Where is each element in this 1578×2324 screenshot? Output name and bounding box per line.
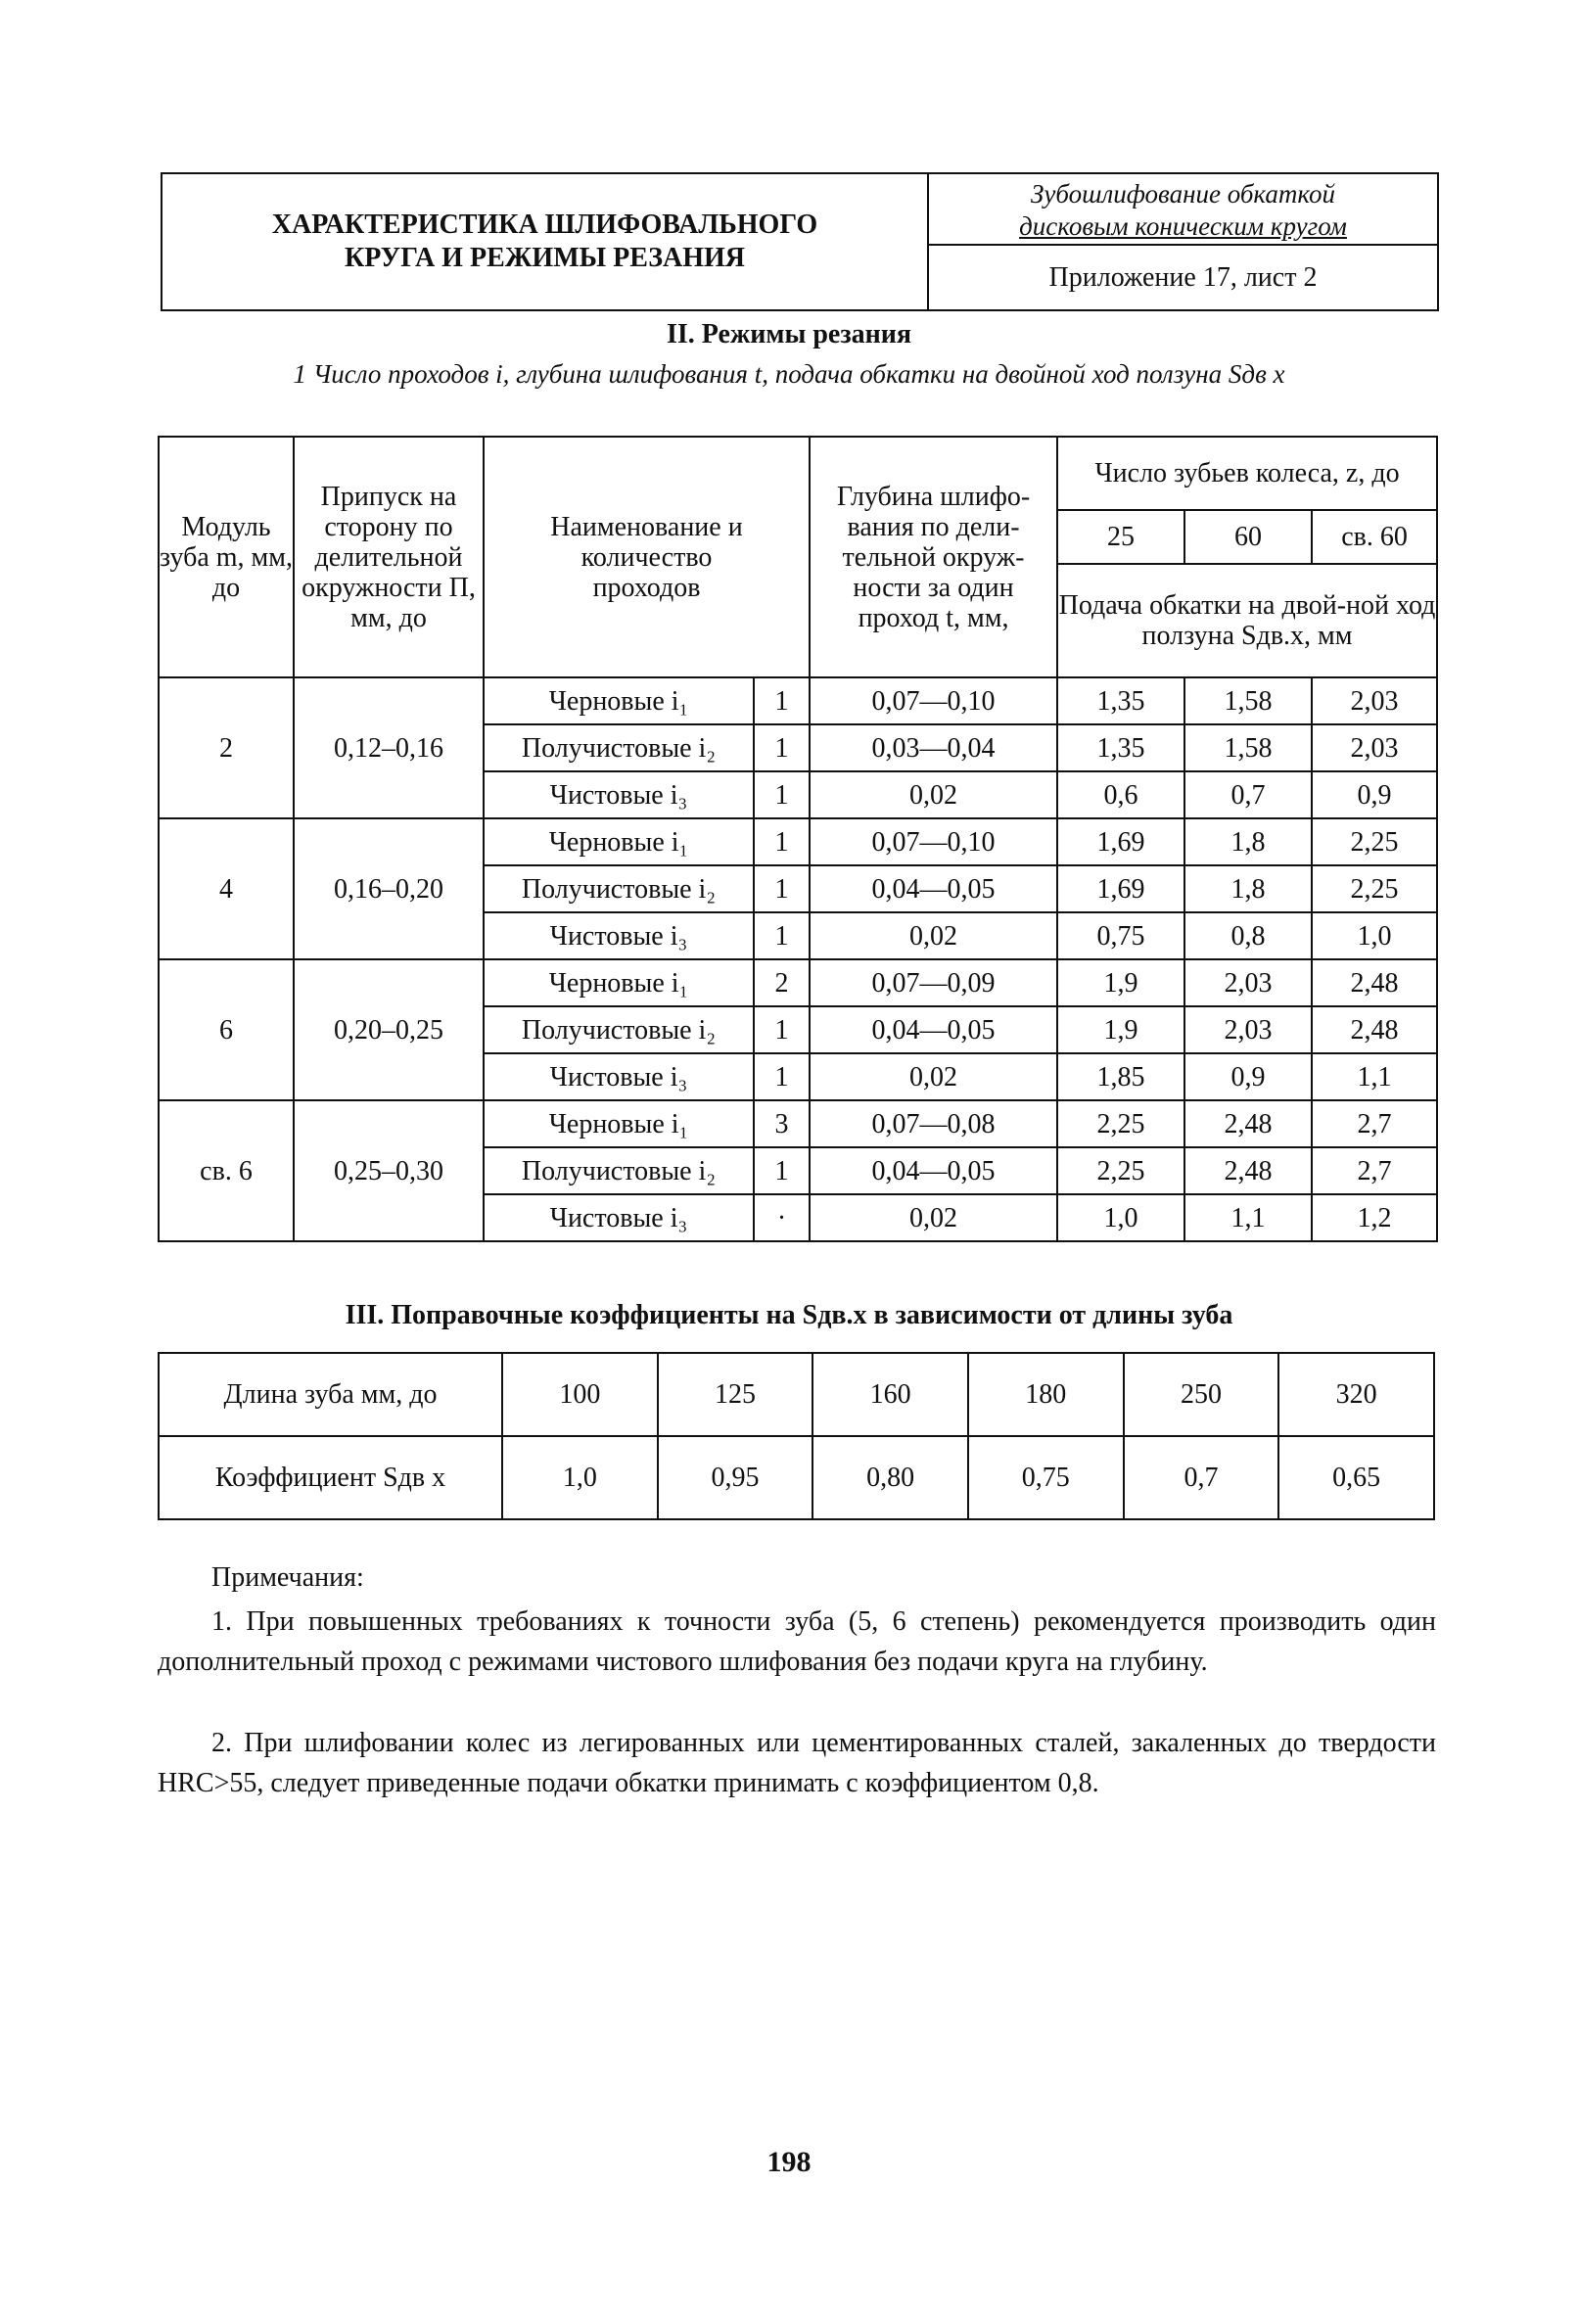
table-row <box>159 818 1437 865</box>
allowance-cell: 0,20–0,25 <box>294 959 484 1100</box>
note-1: 1. При повышенных требованиях к точности зуба (5, 6 степень) рекомендуется производить один дополнительный проход с режимами чистового шлифования без подачи круга на глубину. <box>158 1606 1436 1677</box>
header-depth: Глубина шлифо-вания по дели-тельной окруж-ности за один проход t, мм, <box>810 437 1057 677</box>
feed-z25-cell: 2,25 <box>1057 1100 1184 1147</box>
module-cell: 6 <box>159 959 294 1100</box>
pass-count-cell: 3 <box>754 1100 810 1147</box>
pass-name-cell: Чистовые i₃ <box>484 912 754 959</box>
title-block <box>161 172 1439 311</box>
depth-cell: 0,03—0,04 <box>810 724 1057 771</box>
notes-title: Примечания: <box>211 1562 364 1593</box>
subject-line: Зубошлифование обкаткой <box>1031 179 1335 209</box>
feed-z25-cell: 1,85 <box>1057 1053 1184 1100</box>
cutting-modes-table <box>158 436 1438 1242</box>
pass-count-cell: 1 <box>754 865 810 912</box>
pass-name-cell: Получистовые i₂ <box>484 865 754 912</box>
coefficient-cell: 0,7 <box>1124 1436 1279 1519</box>
module-cell: 2 <box>159 677 294 818</box>
title-line: ХАРАКТЕРИСТИКА ШЛИФОВАЛЬНОГО <box>271 209 818 240</box>
table-row <box>159 677 1437 724</box>
page-number: 198 <box>766 2146 812 2178</box>
pass-name-cell: Чистовые i₃ <box>484 771 754 818</box>
feed-z60-cell: 1,8 <box>1184 865 1312 912</box>
correction-coefficients-table <box>158 1352 1435 1520</box>
feed-z60-cell: 1,8 <box>1184 818 1312 865</box>
pass-count-cell: 1 <box>754 912 810 959</box>
appendix-label: Приложение 17, лист 2 <box>1048 261 1318 293</box>
feed-over60-cell: 1,0 <box>1312 912 1437 959</box>
table-row <box>159 959 1437 1006</box>
feed-over60-cell: 2,7 <box>1312 1147 1437 1194</box>
feed-z25-cell: 1,35 <box>1057 724 1184 771</box>
pass-name-cell: Черновые i₁ <box>484 959 754 1006</box>
pass-count-cell: 1 <box>754 1147 810 1194</box>
subject-line: дисковым коническим кругом <box>1019 211 1347 241</box>
feed-z60-cell: 0,7 <box>1184 771 1312 818</box>
row-label-length: Длина зуба мм, до <box>159 1353 502 1436</box>
length-cell: 250 <box>1124 1353 1279 1436</box>
feed-over60-cell: 1,2 <box>1312 1194 1437 1241</box>
subject <box>929 174 1437 246</box>
depth-cell: 0,02 <box>810 771 1057 818</box>
row-label-coefficient: Коэффициент Sдв х <box>159 1436 502 1519</box>
depth-cell: 0,07—0,09 <box>810 959 1057 1006</box>
feed-z25-cell: 1,9 <box>1057 1006 1184 1053</box>
depth-cell: 0,02 <box>810 1053 1057 1100</box>
coefficient-cell: 0,80 <box>812 1436 968 1519</box>
feed-over60-cell: 2,03 <box>1312 677 1437 724</box>
feed-z60-cell: 2,48 <box>1184 1147 1312 1194</box>
feed-over60-cell: 2,25 <box>1312 865 1437 912</box>
header-z-25: 25 <box>1057 510 1184 564</box>
module-cell: 4 <box>159 818 294 959</box>
depth-cell: 0,07—0,10 <box>810 818 1057 865</box>
length-cell: 180 <box>968 1353 1124 1436</box>
feed-z60-cell: 1,58 <box>1184 724 1312 771</box>
pass-name-cell: Чистовые i₃ <box>484 1194 754 1241</box>
coefficient-cell: 0,65 <box>1278 1436 1434 1519</box>
header-passes: Наименование и количество проходов <box>484 437 810 677</box>
pass-name-cell: Чистовые i₃ <box>484 1053 754 1100</box>
depth-cell: 0,07—0,08 <box>810 1100 1057 1147</box>
depth-cell: 0,04—0,05 <box>810 865 1057 912</box>
pass-count-cell: 1 <box>754 1006 810 1053</box>
section-3-title: III. Поправочные коэффициенты на Sдв.х в зависимости от длины зуба <box>345 1300 1233 1330</box>
pass-count-cell: 1 <box>754 818 810 865</box>
pass-count-cell: · <box>754 1194 810 1241</box>
feed-over60-cell: 2,03 <box>1312 724 1437 771</box>
feed-z60-cell: 2,03 <box>1184 1006 1312 1053</box>
coefficient-cell: 0,75 <box>968 1436 1124 1519</box>
feed-z25-cell: 0,6 <box>1057 771 1184 818</box>
feed-over60-cell: 2,48 <box>1312 1006 1437 1053</box>
feed-z60-cell: 1,1 <box>1184 1194 1312 1241</box>
feed-z25-cell: 1,35 <box>1057 677 1184 724</box>
pass-name-cell: Получистовые i₂ <box>484 724 754 771</box>
pass-count-cell: 2 <box>754 959 810 1006</box>
pass-count-cell: 1 <box>754 677 810 724</box>
depth-cell: 0,04—0,05 <box>810 1147 1057 1194</box>
feed-z60-cell: 1,58 <box>1184 677 1312 724</box>
document-title <box>162 174 929 309</box>
coefficient-cell: 1,0 <box>502 1436 658 1519</box>
length-cell: 320 <box>1278 1353 1434 1436</box>
feed-z25-cell: 1,69 <box>1057 818 1184 865</box>
feed-over60-cell: 1,1 <box>1312 1053 1437 1100</box>
feed-z25-cell: 1,69 <box>1057 865 1184 912</box>
feed-z60-cell: 0,8 <box>1184 912 1312 959</box>
pass-name-cell: Черновые i₁ <box>484 1100 754 1147</box>
pass-count-cell: 1 <box>754 771 810 818</box>
length-cell: 100 <box>502 1353 658 1436</box>
allowance-cell: 0,25–0,30 <box>294 1100 484 1241</box>
feed-z60-cell: 2,48 <box>1184 1100 1312 1147</box>
pass-name-cell: Получистовые i₂ <box>484 1006 754 1053</box>
feed-over60-cell: 2,7 <box>1312 1100 1437 1147</box>
module-cell: св. 6 <box>159 1100 294 1241</box>
header-module: Модуль зуба m, мм, до <box>159 437 294 677</box>
feed-z25-cell: 0,75 <box>1057 912 1184 959</box>
feed-z25-cell: 1,9 <box>1057 959 1184 1006</box>
coefficient-cell: 0,95 <box>658 1436 813 1519</box>
depth-cell: 0,02 <box>810 1194 1057 1241</box>
pass-name-cell: Получистовые i₂ <box>484 1147 754 1194</box>
pass-count-cell: 1 <box>754 724 810 771</box>
header-z-60: 60 <box>1184 510 1312 564</box>
table-row <box>159 1100 1437 1147</box>
length-cell: 125 <box>658 1353 813 1436</box>
depth-cell: 0,02 <box>810 912 1057 959</box>
section-2-subtitle: 1 Число проходов i, глубина шлифования t, подача обкатки на двойной ход ползуна Sдв х <box>293 359 1285 389</box>
feed-over60-cell: 0,9 <box>1312 771 1437 818</box>
pass-count-cell: 1 <box>754 1053 810 1100</box>
pass-name-cell: Черновые i₁ <box>484 677 754 724</box>
note-2: 2. При шлифовании колес из легированных или цементированных сталей, закаленных до твердости HRC>55, следует приведенные подачи обкатки принимать с коэффициентом 0,8. <box>158 1728 1436 1798</box>
depth-cell: 0,07—0,10 <box>810 677 1057 724</box>
coefficient-row <box>159 1436 1434 1519</box>
section-2-title: II. Режимы резания <box>667 319 911 349</box>
header-allowance: Припуск на сторону по делительной окружности П, мм, до <box>294 437 484 677</box>
header-teeth: Число зубьев колеса, z, до <box>1057 437 1437 510</box>
feed-z25-cell: 2,25 <box>1057 1147 1184 1194</box>
depth-cell: 0,04—0,05 <box>810 1006 1057 1053</box>
header-feed: Подача обкатки на двой-ной ход ползуна Sдв.х, мм <box>1057 564 1437 677</box>
title-line: КРУГА И РЕЖИМЫ РЕЗАНИЯ <box>344 243 746 273</box>
feed-over60-cell: 2,25 <box>1312 818 1437 865</box>
length-row <box>159 1353 1434 1436</box>
pass-name-cell: Черновые i₁ <box>484 818 754 865</box>
feed-z60-cell: 2,03 <box>1184 959 1312 1006</box>
feed-z60-cell: 0,9 <box>1184 1053 1312 1100</box>
allowance-cell: 0,12–0,16 <box>294 677 484 818</box>
header-z-over-60: св. 60 <box>1312 510 1437 564</box>
feed-over60-cell: 2,48 <box>1312 959 1437 1006</box>
length-cell: 160 <box>812 1353 968 1436</box>
feed-z25-cell: 1,0 <box>1057 1194 1184 1241</box>
allowance-cell: 0,16–0,20 <box>294 818 484 959</box>
